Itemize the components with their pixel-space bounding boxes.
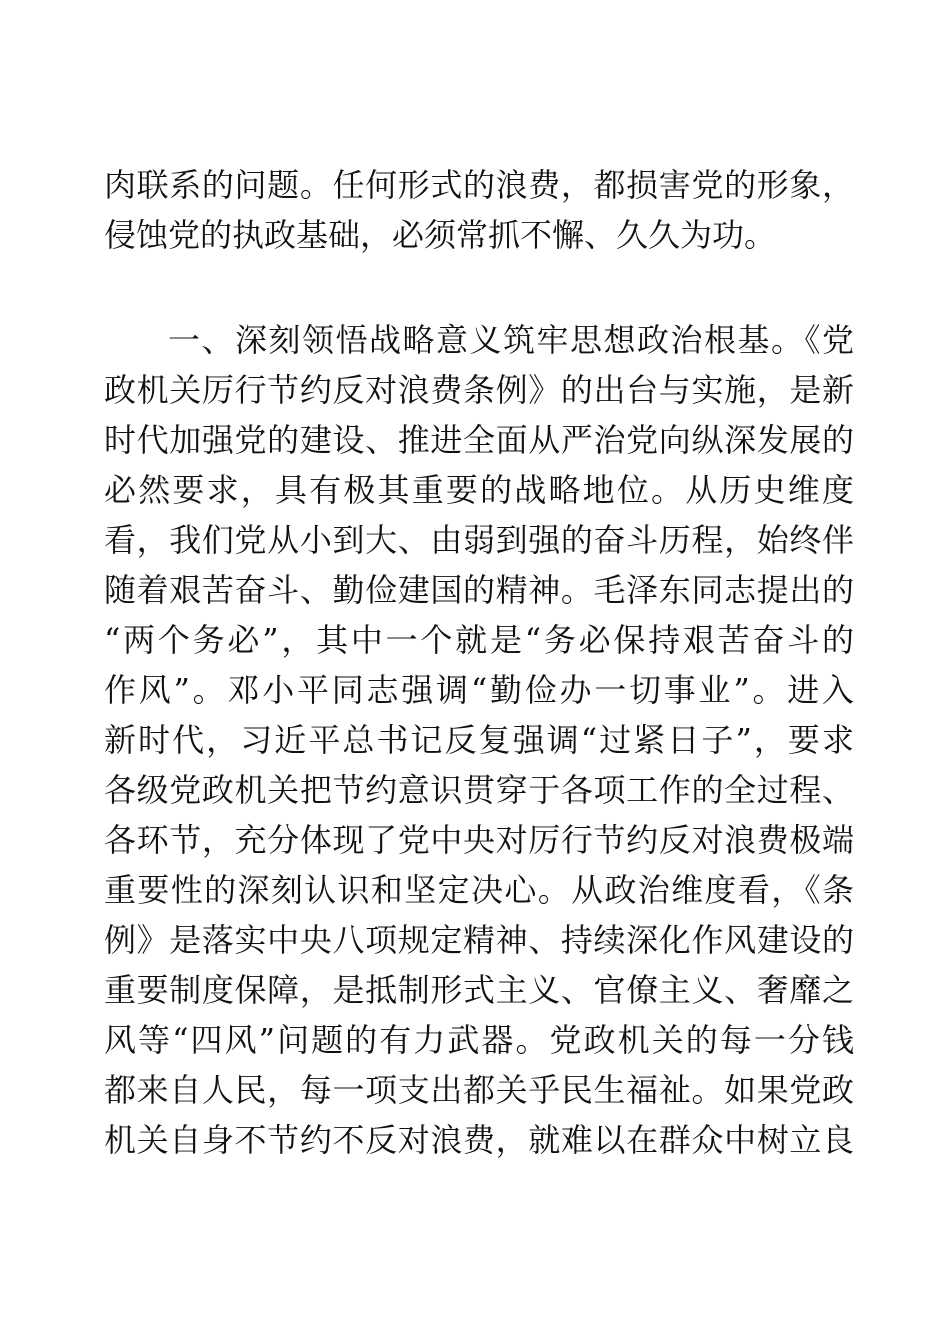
- text-line: 都来自人民，每一项支出都关乎民生福祉。如果党政: [104, 1071, 854, 1109]
- text-line: 例》是落实中央八项规定精神、持续深化作风建设的: [104, 921, 854, 959]
- text-line: 作风”。邓小平同志强调“勤俭办一切事业”。进入: [104, 671, 854, 709]
- text-line: 重要制度保障，是抵制形式主义、官僚主义、奢靡之: [104, 971, 854, 1009]
- text-line: 随着艰苦奋斗、勤俭建国的精神。毛泽东同志提出的: [104, 571, 854, 609]
- paragraph-first-line: 一、深刻领悟战略意义筑牢思想政治根基。《党: [168, 321, 854, 359]
- text-line: “两个务必”，其中一个就是“务必保持艰苦奋斗的: [104, 621, 854, 659]
- text-line: 新时代，习近平总书记反复强调“过紧日子”，要求: [104, 721, 854, 759]
- text-line: 重要性的深刻认识和坚定决心。从政治维度看，《条: [104, 871, 854, 909]
- text-line: 风等“四风”问题的有力武器。党政机关的每一分钱: [104, 1021, 854, 1059]
- text-line: 肉联系的问题。任何形式的浪费，都损害党的形象，: [104, 166, 854, 204]
- text-line: 各级党政机关把节约意识贯穿于各项工作的全过程、: [104, 771, 854, 809]
- text-line: 看，我们党从小到大、由弱到强的奋斗历程，始终伴: [104, 521, 854, 559]
- text-line: 政机关厉行节约反对浪费条例》的出台与实施，是新: [104, 371, 854, 409]
- text-line: 机关自身不节约不反对浪费，就难以在群众中树立良: [104, 1121, 854, 1159]
- text-line: 必然要求，具有极其重要的战略地位。从历史维度: [104, 471, 854, 509]
- text-line: 各环节，充分体现了党中央对厉行节约反对浪费极端: [104, 821, 854, 859]
- text-line: 时代加强党的建设、推进全面从严治党向纵深发展的: [104, 421, 854, 459]
- text-line: 侵蚀党的执政基础，必须常抓不懈、久久为功。: [104, 216, 777, 254]
